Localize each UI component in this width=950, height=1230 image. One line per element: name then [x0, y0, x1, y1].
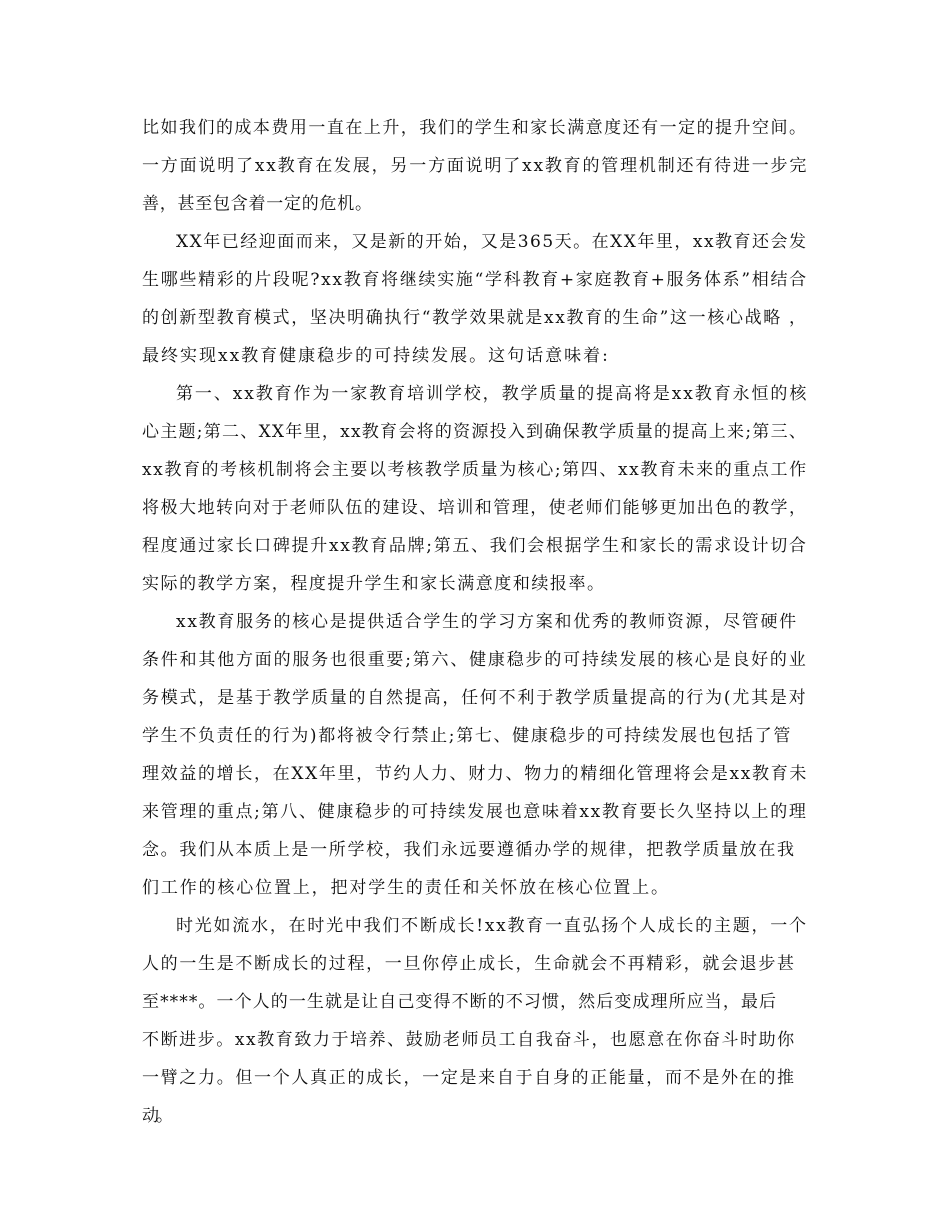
text-line: 实际的教学方案，程度提升学生和家长满意度和续报率。: [142, 574, 606, 594]
text-line: 程度通过家长口碑提升xx教育品牌;第五、我们会根据学生和家长的需求设计切合: [142, 536, 808, 556]
text-line: 念。我们从本质上是一所学校，我们永远要遵循办学的规律，把教学质量放在我: [142, 840, 796, 860]
text-line: 生哪些精彩的片段呢?xx教育将继续实施“学科教育+家庭教育+服务体系”相结合: [142, 270, 808, 290]
text-line: 最终实现xx教育健康稳步的可持续发展。这句话意味着:: [142, 346, 610, 366]
text-line: 心主题;第二、XX年里，xx教育会将的资源投入到确保教学质量的提高上来;第三、: [142, 422, 808, 442]
text-line: 至****。一个人的一生就是让自己变得不断的不习惯，然后变成理所应当，最后: [142, 992, 778, 1012]
text-line: 时光如流水，在时光中我们不断成长!xx教育一直弘扬个人成长的主题，一个: [176, 916, 808, 936]
text-line: xx教育服务的核心是提供适合学生的学习方案和优秀的教师资源，尽管硬件: [176, 612, 798, 632]
text-line: 人的一生是不断成长的过程，一旦你停止成长，生命就会不再精彩，就会退步甚: [142, 954, 796, 974]
text-line: XX年已经迎面而来，又是新的开始，又是365天。在XX年里，xx教育还会发: [176, 232, 808, 252]
text-line: 理效益的增长，在XX年里，节约人力、财力、物力的精细化管理将会是xx教育未: [142, 764, 809, 784]
text-line: 动。: [142, 1106, 170, 1126]
text-line: 们工作的核心位置上，把对学生的责任和关怀放在核心位置上。: [142, 878, 670, 898]
text-line: 比如我们的成本费用一直在上升，我们的学生和家长满意度还有一定的提升空间。: [142, 118, 808, 138]
text-line: 一臂之力。但一个人真正的成长，一定是来自于自身的正能量，而不是外在的推: [142, 1068, 796, 1088]
text-line: 将极大地转向对于老师队伍的建设、培训和管理，使老师们能够更加出色的教学，: [142, 498, 808, 518]
text-line: 务模式，是基于教学质量的自然提高，任何不利于教学质量提高的行为(尤其是对: [142, 688, 808, 708]
text-line: 善，甚至包含着一定的危机。: [142, 194, 373, 214]
text-line: 来管理的重点;第八、健康稳步的可持续发展也意味着xx教育要长久坚持以上的理: [142, 802, 808, 822]
text-line: xx教育的考核机制将会主要以考核教学质量为核心;第四、xx教育未来的重点工作: [142, 460, 808, 480]
text-line: 条件和其他方面的服务也很重要;第六、健康稳步的可持续发展的核心是良好的业: [142, 650, 808, 670]
text-line: 的创新型教育模式，坚决明确执行“教学效果就是xx教育的生命”这一核心战略 ，: [142, 308, 808, 328]
text-line: 第一、xx教育作为一家教育培训学校，教学质量的提高将是xx教育永恒的核: [176, 384, 809, 404]
text-line: 不断进步。xx教育致力于培养、鼓励老师员工自我奋斗，也愿意在你奋斗时助你: [142, 1030, 796, 1050]
text-line: 一方面说明了xx教育在发展，另一方面说明了xx教育的管理机制还有待进一步完: [142, 156, 809, 176]
text-line: 学生不负责任的行为)都将被令行禁止;第七、健康稳步的可持续发展也包括了管: [142, 726, 793, 746]
